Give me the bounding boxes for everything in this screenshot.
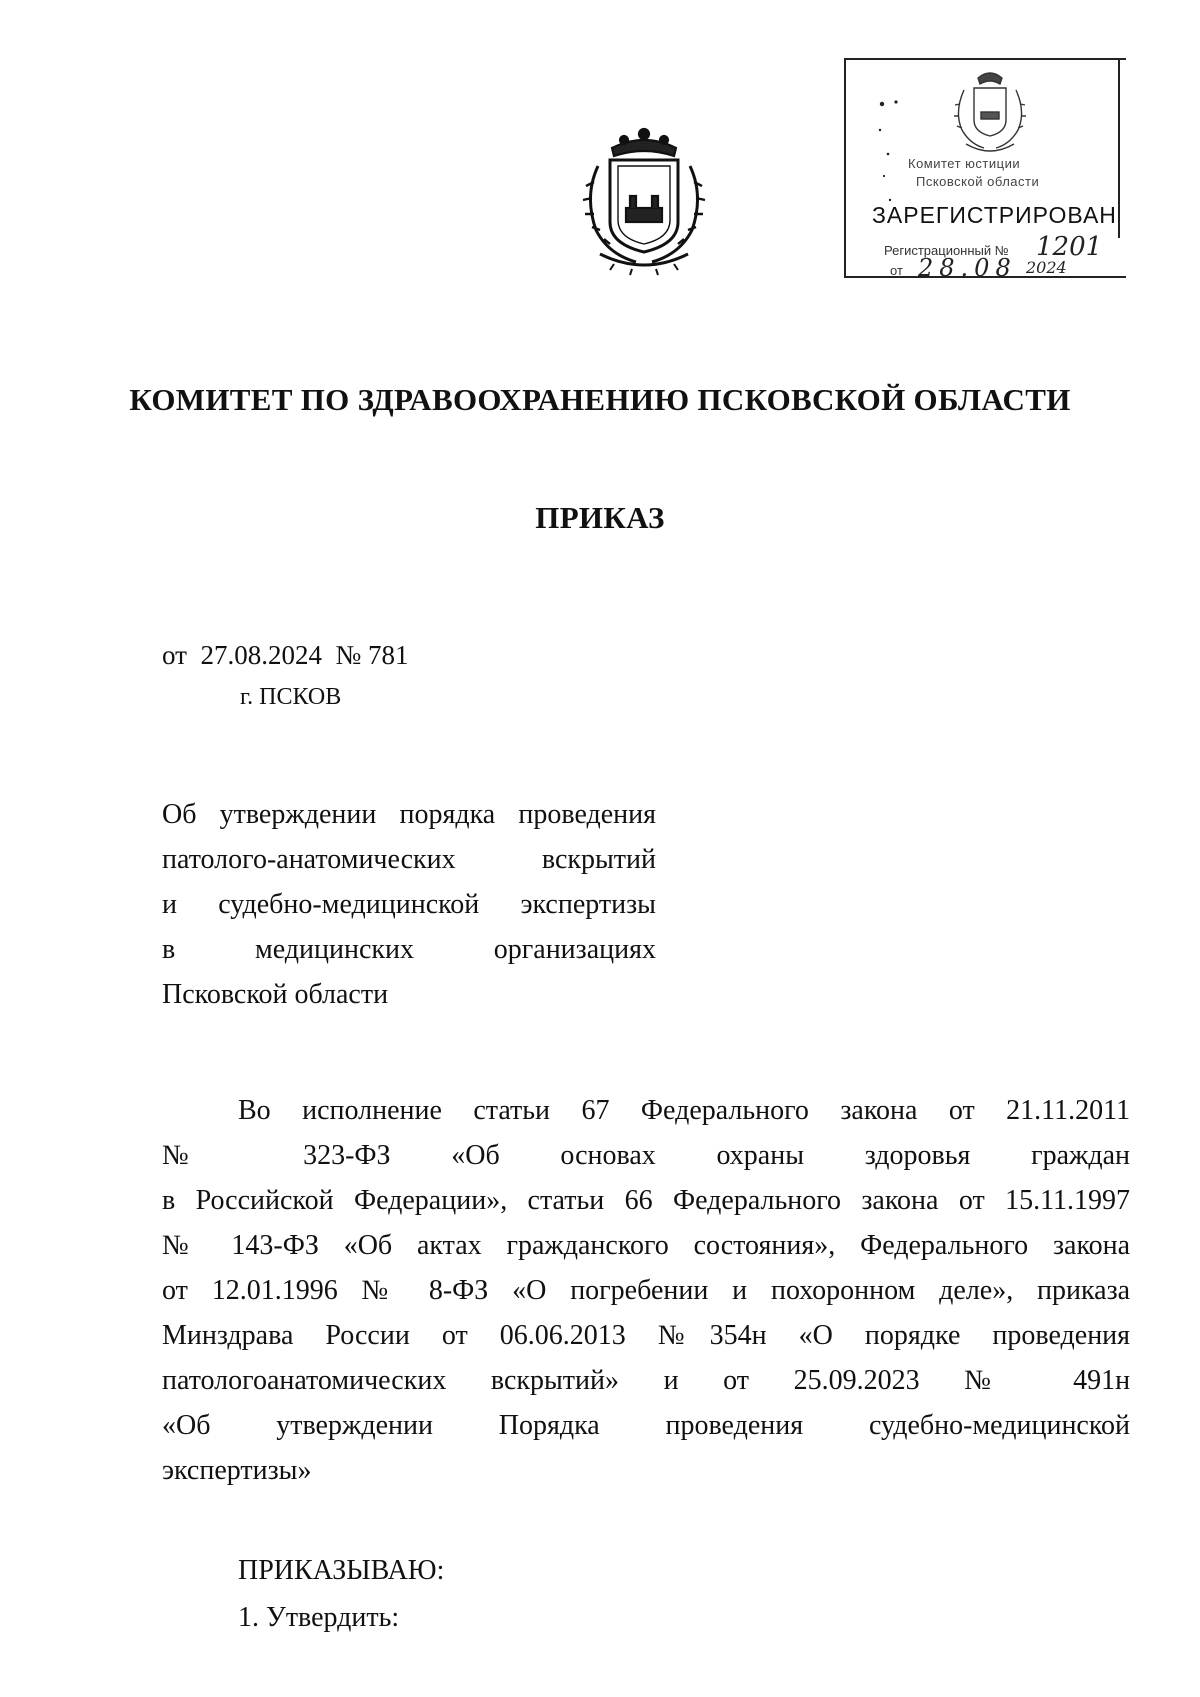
subject-line: Псковской области bbox=[162, 979, 389, 1010]
organization-title: КОМИТЕТ ПО ЗДРАВООХРАНЕНИЮ ПСКОВСКОЙ ОБЛАСТИ bbox=[129, 382, 1071, 417]
stamp-right-border bbox=[1118, 60, 1120, 238]
preamble-line: № 143-ФЗ «Об актах гражданского состояния», Федерального закона bbox=[162, 1230, 1131, 1261]
registration-stamp bbox=[844, 58, 1126, 282]
preamble-line: от 12.01.1996 № 8-ФЗ «О погребении и похоронном деле», приказа bbox=[162, 1275, 1131, 1306]
document-type-title: ПРИКАЗ bbox=[535, 500, 665, 535]
stamp-regno-handwritten: 1201 bbox=[1036, 232, 1103, 262]
preamble-line: экспертизы» bbox=[162, 1455, 312, 1486]
subject-line: в медицинских организациях bbox=[162, 934, 656, 965]
stamp-date-label: от bbox=[890, 263, 903, 278]
stamp-emblem-icon bbox=[950, 68, 1030, 154]
stamp-org-line-2: Псковской области bbox=[916, 174, 1040, 189]
preamble-line: «Об утверждении Порядка проведения судебно-медицинской bbox=[162, 1410, 1131, 1441]
orders-word: ПРИКАЗЫВАЮ: bbox=[238, 1555, 445, 1586]
order-subject bbox=[162, 792, 656, 1017]
subject-line: Об утверждении порядка проведения bbox=[162, 799, 657, 830]
stamp-org-line-1: Комитет юстиции bbox=[908, 156, 1021, 171]
coat-of-arms-emblem bbox=[574, 126, 714, 276]
stamp-regno-label: Регистрационный № bbox=[884, 243, 1009, 258]
subject-line: и судебно-медицинской экспертизы bbox=[162, 889, 656, 920]
order-city: г. ПСКОВ bbox=[240, 684, 342, 710]
preamble-line: № 323-ФЗ «Об основах охраны здоровья граждан bbox=[162, 1140, 1130, 1171]
stamp-date-handwritten: 28.08 bbox=[918, 254, 1017, 282]
order-item-1: 1. Утвердить: bbox=[238, 1602, 400, 1633]
stamp-registered-label: ЗАРЕГИСТРИРОВАН bbox=[872, 202, 1117, 228]
order-preamble bbox=[162, 1088, 1130, 1493]
preamble-line: Минздрава России от 06.06.2013 №354н «О порядке проведения bbox=[162, 1320, 1131, 1351]
order-date-number: от 27.08.2024 № 781 bbox=[162, 640, 409, 670]
preamble-line: в Российской Федерации», статьи 66 Федерального закона от 15.11.1997 bbox=[162, 1185, 1131, 1216]
preamble-line: патологоанатомических вскрытий» и от 25.09.2023 № 491н bbox=[162, 1365, 1131, 1396]
subject-line: патолого-анатомических вскрытий bbox=[162, 844, 656, 875]
stamp-year-handwritten: 2024 bbox=[1026, 258, 1067, 277]
preamble-line: Во исполнение статьи 67 Федерального закона от 21.11.2011 bbox=[238, 1095, 1131, 1126]
